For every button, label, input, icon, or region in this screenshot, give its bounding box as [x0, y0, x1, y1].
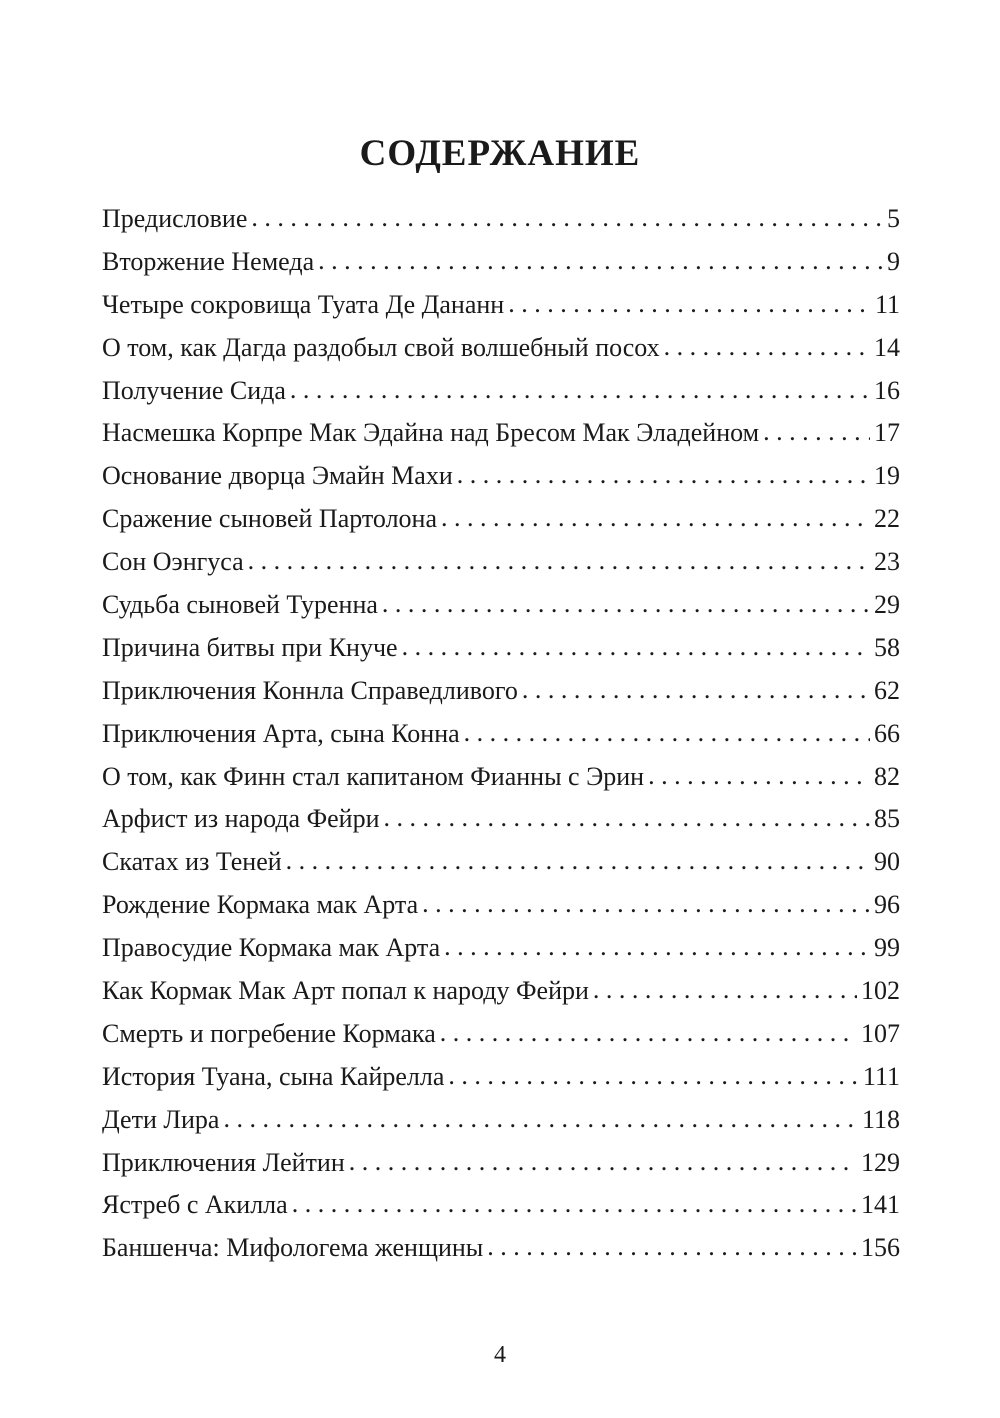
toc-entry-title: О том, как Финн стал капитаном Фианны с Эрин: [102, 761, 645, 791]
dot-leader: [422, 883, 870, 926]
toc-entry-title: Четыре сокровища Туата Де Дананн: [102, 289, 505, 319]
dot-leader: [464, 712, 870, 755]
toc-entry: [102, 370, 900, 413]
toc-entry-page: 9: [887, 246, 900, 276]
toc-entry-title: Баншенча: Мифологема женщины: [102, 1233, 484, 1263]
toc-entry-title: Основание дворца Эмайн Махи: [102, 461, 453, 491]
toc-entry-title: Смерть и погребение Кормака: [102, 1018, 436, 1048]
toc-entry: [102, 884, 900, 927]
dot-leader: [251, 197, 883, 240]
toc-entry: [102, 1184, 900, 1227]
toc-entry-title: Как Кормак Мак Арт попал к народу Фейри: [102, 976, 589, 1006]
dot-leader: [441, 497, 870, 540]
dot-leader: [286, 840, 870, 883]
dot-leader: [508, 283, 871, 326]
toc-entry-page: 90: [874, 847, 900, 877]
toc-entry-page: 58: [874, 632, 900, 662]
toc-entry: [102, 1056, 900, 1099]
page-number: 4: [494, 1342, 506, 1368]
dot-leader: [382, 583, 870, 626]
toc-entry-page: 82: [874, 761, 900, 791]
dot-leader: [522, 669, 870, 712]
toc-entry-page: 17: [874, 418, 900, 448]
toc-entry: [102, 1227, 900, 1270]
toc-entry-title: Приключения Арта, сына Конна: [102, 718, 460, 748]
toc-entry: [102, 1142, 900, 1185]
dot-leader: [648, 755, 870, 798]
toc-entry-title: Предисловие: [102, 204, 248, 233]
toc-entry: [102, 1013, 900, 1056]
toc-entry-page: 29: [874, 590, 900, 620]
toc-entry: [102, 927, 900, 970]
toc-entry: [102, 670, 900, 713]
dot-leader: [444, 926, 870, 969]
toc-entry-page: 14: [874, 332, 900, 362]
toc-entry: [102, 455, 900, 498]
toc-entry-title: О том, как Дагда раздобыл свой волшебный посох: [102, 332, 660, 362]
toc-entry-page: 111: [862, 1061, 900, 1091]
toc-entry-page: 16: [874, 375, 900, 405]
toc-entry-page: 156: [861, 1233, 900, 1263]
toc-entry-page: 129: [861, 1147, 900, 1177]
dot-leader: [402, 626, 870, 669]
dot-leader: [448, 1055, 859, 1098]
toc-entry-title: Насмешка Корпре Мак Эдайна над Бресом Мак Эладейном: [102, 418, 760, 448]
dot-leader: [593, 969, 857, 1012]
toc-entry: [102, 498, 900, 541]
dot-leader: [457, 454, 870, 497]
toc-entry-page: 141: [861, 1190, 900, 1220]
toc-entry: [102, 1099, 900, 1142]
toc-entry-page: 11: [874, 289, 900, 319]
toc-entry-title: Получение Сида: [102, 375, 286, 405]
toc-entry-title: Вторжение Немеда: [102, 246, 315, 276]
toc-entry: [102, 713, 900, 756]
dot-leader: [292, 1183, 857, 1226]
toc-entry-page: 96: [874, 890, 900, 920]
toc-entry: [102, 412, 900, 455]
toc-entry-title: Причина битвы при Кнуче: [102, 632, 398, 662]
dot-leader: [223, 1098, 857, 1141]
toc-entry: [102, 541, 900, 584]
toc-entry-page: 5: [887, 204, 900, 233]
toc-entry-title: Приключения Коннла Справедливого: [102, 675, 518, 705]
toc-entry-page: 23: [874, 547, 900, 577]
toc-entry-title: Рождение Кормака мак Арта: [102, 890, 419, 920]
page-title: СОДЕРЖАНИЕ: [359, 133, 641, 174]
toc-entry-page: 19: [874, 461, 900, 491]
dot-leader: [440, 1012, 857, 1055]
toc-entry-page: 102: [861, 976, 900, 1006]
toc-entry: [102, 198, 900, 241]
toc-entry-title: Сон Оэнгуса: [102, 547, 244, 577]
toc-entry: [102, 284, 900, 327]
toc-entry-title: Арфист из народа Фейри: [102, 804, 380, 834]
toc-entry-title: Приключения Лейтин: [102, 1147, 345, 1177]
toc-entry-title: Дети Лира: [102, 1104, 220, 1134]
toc-entry: [102, 627, 900, 670]
toc-entry-title: Правосудие Кормака мак Арта: [102, 933, 441, 963]
dot-leader: [349, 1141, 857, 1184]
toc-entry: [102, 584, 900, 627]
toc-entry-title: Сражение сыновей Партолона: [102, 504, 437, 534]
toc-entry-page: 22: [874, 504, 900, 534]
table-of-contents: [102, 198, 900, 1270]
toc-entry-title: Ястреб с Акилла: [102, 1190, 288, 1220]
toc-entry: [102, 756, 900, 799]
toc-entry: [102, 241, 900, 284]
toc-entry-page: 118: [861, 1104, 900, 1134]
dot-leader: [487, 1226, 857, 1269]
toc-entry-page: 66: [874, 718, 900, 748]
dot-leader: [318, 240, 883, 283]
toc-entry: [102, 327, 900, 370]
toc-entry-page: 107: [861, 1018, 900, 1048]
toc-entry-page: 85: [874, 804, 900, 834]
dot-leader: [763, 411, 870, 454]
toc-entry-title: История Туана, сына Кайрелла: [102, 1061, 445, 1091]
toc-entry-title: Скатах из Теней: [102, 847, 282, 877]
toc-entry-page: 99: [874, 933, 900, 963]
toc-entry-page: 62: [874, 675, 900, 705]
toc-entry: [102, 798, 900, 841]
toc-entry: [102, 841, 900, 884]
toc-entry-title: Судьба сыновей Туренна: [102, 590, 378, 620]
dot-leader: [384, 797, 870, 840]
toc-entry: [102, 970, 900, 1013]
dot-leader: [664, 326, 870, 369]
dot-leader: [290, 369, 870, 412]
dot-leader: [248, 540, 870, 583]
